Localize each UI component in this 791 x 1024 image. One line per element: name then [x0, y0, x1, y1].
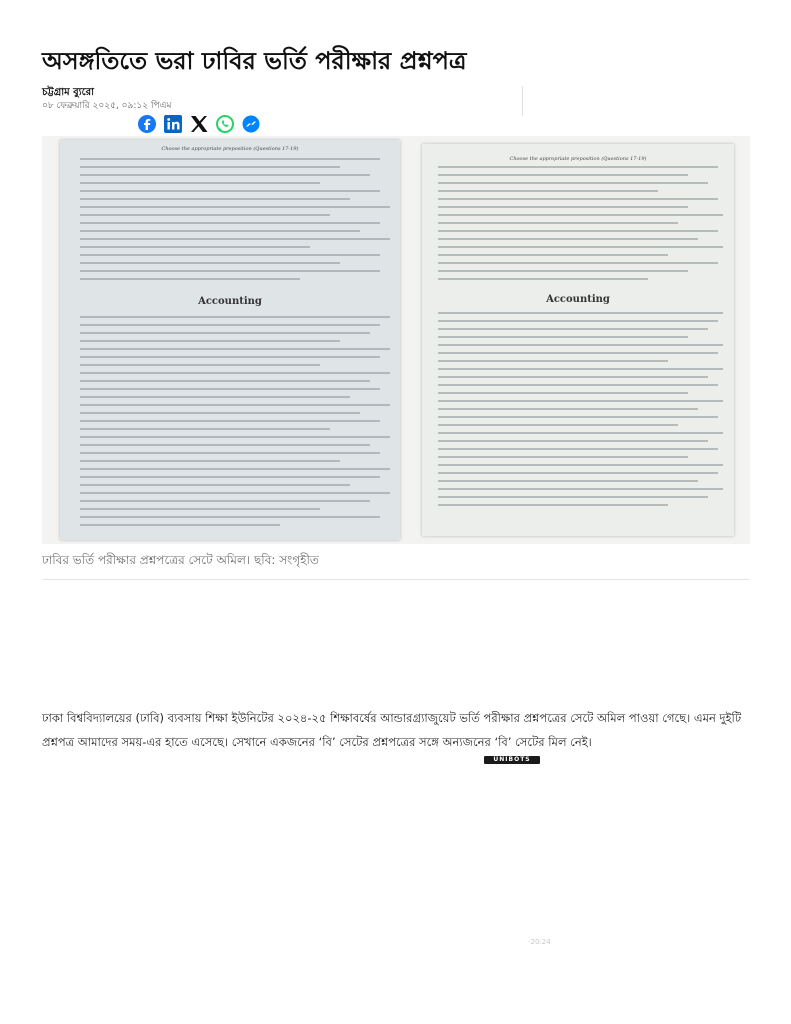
whatsapp-icon [215, 114, 235, 134]
x-icon [189, 114, 209, 134]
author-name[interactable]: চট্টগ্রাম ব্যুরো [42, 87, 95, 98]
messenger-icon [241, 114, 261, 134]
article-photo [42, 136, 750, 544]
sheet-section-title: Accounting [546, 294, 610, 305]
divider [42, 579, 750, 580]
facebook-icon [137, 114, 157, 134]
whatsapp-share-button[interactable] [215, 114, 235, 134]
ad-badge[interactable]: UNIBOTS [484, 756, 540, 764]
article-headline: অসঙ্গতিতে ভরা ঢাবির ভর্তি পরীক্ষার প্রশ্নপত্র [42, 47, 467, 75]
x-share-button[interactable] [189, 114, 209, 134]
facebook-share-button[interactable] [137, 114, 157, 134]
page-stamp: -20:24 [528, 938, 551, 946]
question-sheet-right [422, 144, 734, 536]
byline [42, 86, 523, 116]
linkedin-share-button[interactable] [163, 114, 183, 134]
sheet-header: Choose the appropriate preposition (Questions 17-19) [509, 156, 647, 162]
question-sheet-left [60, 140, 400, 540]
article-body: ঢাকা বিশ্ববিদ্যালয়ের (ঢাবি) ব্যবসায় শিক্ষা ইউনিটের ২০২৪-২৫ শিক্ষাবর্ষের আন্ডারগ্র্যাজুয়েট ভর্তি পরীক্ষার প্রশ্নপত্রের সেটে অমিল পাওয়া গেছে। এমন দুইটি প্রশ্নপত্র আমাদের সময়-এর হাতে এসেছে। সেখানে একজনের ‘বি’ সেটের প্রশ্নপত্রের সঙ্গে অন্যজনের ‘বি’ সেটের মিল নেই। [42, 711, 742, 749]
publish-datetime: ০৮ ফেব্রুয়ারি ২০২৫, ০৯:১২ পিএম [42, 101, 172, 111]
share-bar [137, 114, 261, 134]
linkedin-icon [163, 114, 183, 134]
sheet-section-title: Accounting [198, 296, 262, 307]
photo-caption: ঢাবির ভর্তি পরীক্ষার প্রশ্নপত্রের সেটে অমিল। ছবি: সংগৃহীত [42, 553, 319, 567]
sheet-header: Choose the appropriate preposition (Questions 17-19) [161, 146, 299, 152]
messenger-share-button[interactable] [241, 114, 261, 134]
